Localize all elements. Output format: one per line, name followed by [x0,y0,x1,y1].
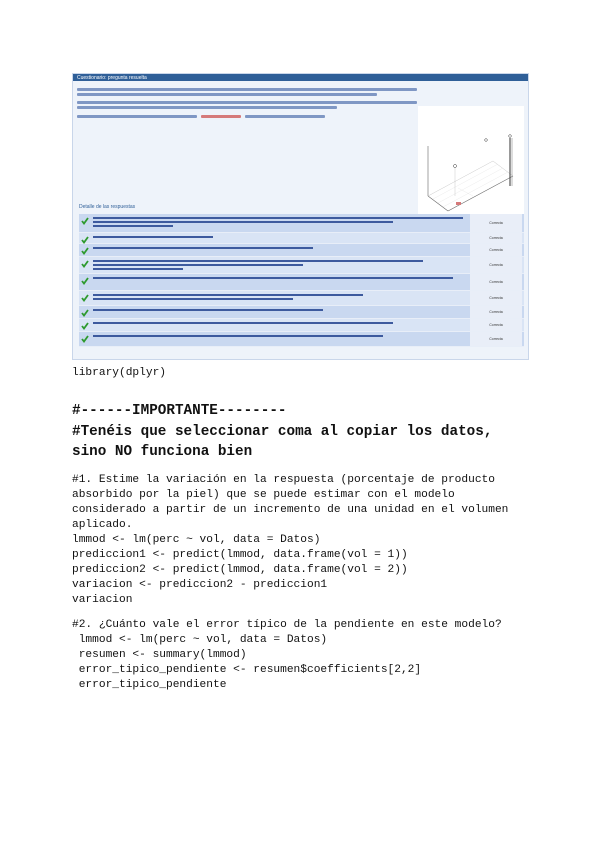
code-library-line: library(dplyr) [72,367,166,379]
answer-row [79,214,524,233]
blurred-text [77,115,197,118]
answer-row [79,233,524,244]
question-2-code-line: resumen <- summary(lmmod) [72,649,247,661]
question-2-block [72,618,502,693]
blurred-text [93,277,453,279]
checkmark-icon [81,322,89,330]
question-1-code-line: aplicado. [72,519,133,531]
answer-status: Correcta [470,332,522,346]
answer-row [79,274,524,291]
note-line-1: #Tenéis que seleccionar coma al copiar los datos, [72,424,493,440]
blurred-text [201,115,241,118]
question-2-code-line: error_tipico_pendiente <- resumen$coefficients[2,2] [72,664,422,676]
checkmark-icon [81,217,89,225]
answer-row [79,332,524,347]
quiz-title: Cuestionario: pregunta resuelta [77,74,147,81]
blurred-text [77,106,337,109]
blurred-text [93,264,303,266]
answer-row [79,257,524,274]
blurred-text [93,268,183,270]
checkmark-icon [81,294,89,302]
blurred-text [77,101,417,104]
answers-table [79,204,524,347]
answer-status: Correcta [470,274,522,290]
answers-table-caption: Detalle de las respuestas [79,204,136,210]
question-1-code-line: absorbido por la piel) que se puede estimar con el modelo [72,489,455,501]
answer-status: Correcta [470,233,522,243]
answer-row [79,244,524,257]
question-2-code-line: lmmod <- lm(perc ~ vol, data = Datos) [72,634,328,646]
question-1-code-line: considerado a partir de un incremento de una unidad en el volumen [72,504,509,516]
checkmark-icon [81,335,89,343]
answer-status: Correcta [470,319,522,331]
blurred-text [93,322,393,324]
question-2-code-line: #2. ¿Cuánto vale el error típico de la pendiente en este modelo? [72,619,502,631]
blurred-text [93,221,393,223]
blurred-text [93,247,313,249]
blurred-text [93,309,323,311]
answer-row [79,291,524,306]
scatter-3d-thumbnail [418,106,524,218]
embedded-quiz-screenshot [72,73,529,360]
blurred-text [93,217,463,219]
question-2-code-line: error_tipico_pendiente [72,679,227,691]
question-1-code-line: lmmod <- lm(perc ~ vol, data = Datos) [72,534,321,546]
answer-status: Correcta [470,244,522,256]
answer-status: Correcta [470,257,522,273]
checkmark-icon [81,247,89,255]
question-1-code-line: prediccion1 <- predict(lmmod, data.frame(vol = 1)) [72,549,408,561]
question-1-code-line: #1. Estime la variación en la respuesta (porcentaje de producto [72,474,495,486]
question-1-code-line: variacion [72,594,133,606]
important-banner: #------IMPORTANTE-------- [72,403,287,419]
blurred-text [93,294,363,296]
answer-row [79,319,524,332]
blurred-text [77,88,417,91]
answer-row [79,306,524,319]
note-line-2: sino NO funciona bien [72,444,253,460]
blurred-text [93,225,173,227]
blurred-text [93,260,423,262]
answer-status: Correcta [470,306,522,318]
blurred-text [93,298,293,300]
checkmark-icon [81,236,89,244]
answer-status: Correcta [470,214,522,232]
blurred-text [77,93,377,96]
question-1-code-line: prediccion2 <- predict(lmmod, data.frame(vol = 2)) [72,564,408,576]
checkmark-icon [81,277,89,285]
checkmark-icon [81,309,89,317]
checkmark-icon [81,260,89,268]
scatter-3d-figure [418,106,524,218]
answer-status: Correcta [470,291,522,305]
blurred-text [245,115,325,118]
question-1-block [72,473,508,608]
question-1-code-line: variacion <- prediccion2 - prediccion1 [72,579,328,591]
blurred-text [93,335,383,337]
blurred-text [93,236,213,238]
quiz-title-bar [73,74,528,81]
